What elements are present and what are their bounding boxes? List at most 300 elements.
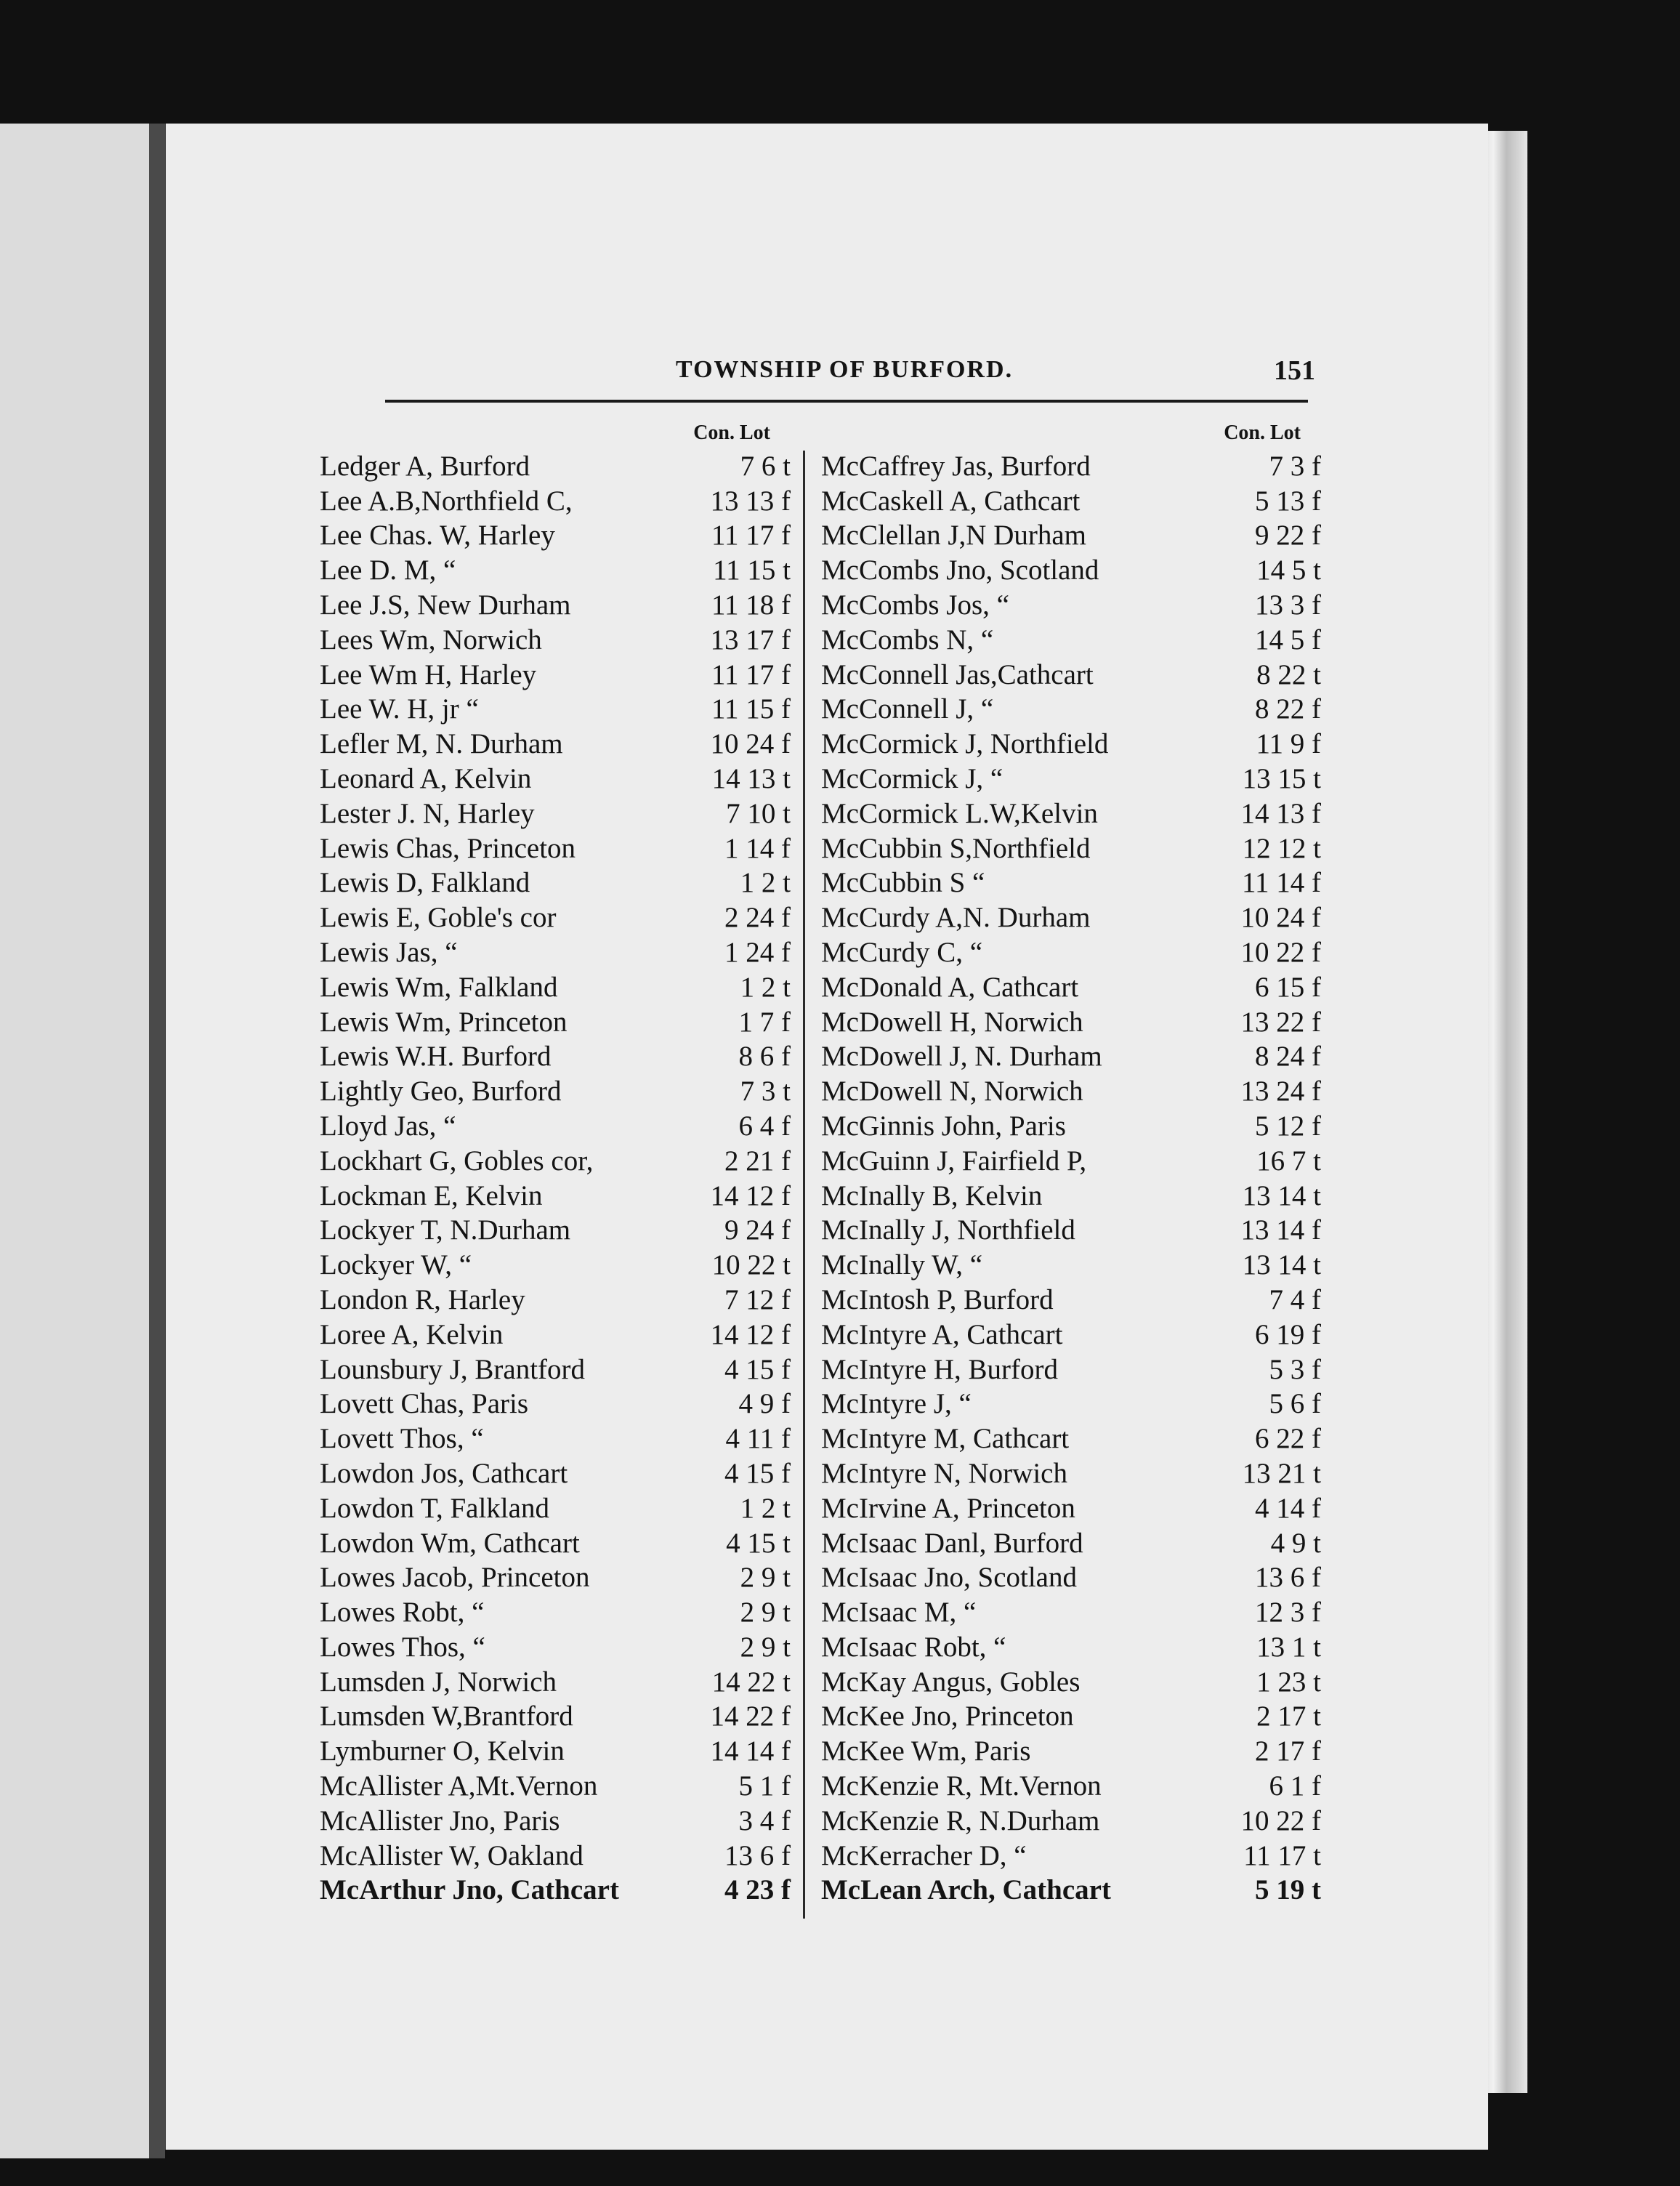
entry-lot: 14 [1276,1492,1305,1524]
entry-lot: 3 [1290,1597,1305,1629]
entry-con-lot [682,1735,792,1767]
entry-con: 5 [1255,1874,1269,1906]
page-title: TOWNSHIP OF BURFORD. [676,356,1014,383]
entry-con: 2 [1256,1701,1271,1733]
entry-con: 13 [1242,1457,1271,1489]
directory-entry [821,1281,1322,1316]
entry-con: 4 [725,1423,740,1455]
directory-entry [821,1560,1322,1594]
entry-name: McKay Angus, Gobles [821,1666,1081,1698]
entry-name: McInally J, Northfield [821,1214,1075,1246]
entry-tenure: f [781,1041,791,1073]
directory-entry [320,1455,792,1490]
entry-lot: 2 [761,1492,776,1524]
entry-lot: 17 [1276,1735,1305,1767]
entry-tenure: f [781,1804,791,1836]
entry-lot: 4 [1290,1283,1305,1315]
entry-con-lot [1212,1457,1322,1490]
entry-con-lot [682,1457,792,1490]
entry-con: 14 [711,1666,740,1698]
entry-tenure: f [1312,1353,1321,1385]
directory-entry [320,899,792,934]
entry-con-lot [1212,519,1322,552]
directory-entry [821,517,1322,552]
column-divider [803,451,805,1919]
entry-con-lot [1212,971,1322,1004]
entry-con: 13 [710,485,739,517]
entry-lot: 24 [746,936,775,968]
entry-con-lot [682,1110,792,1142]
entry-con-lot [682,1492,792,1525]
entry-con-lot [1212,1387,1322,1420]
entry-tenure: t [1313,832,1321,864]
entry-lot: 24 [1276,1076,1305,1108]
directory-entry [320,1073,792,1108]
entry-tenure: t [783,450,791,482]
entry-con: 11 [713,554,740,586]
entry-con-lot [682,1249,792,1281]
entry-con: 2 [1255,1735,1269,1767]
entry-name: Lewis Wm, Princeton [320,1006,568,1038]
entry-name: Lees Wm, Norwich [320,624,542,656]
entry-tenure: f [1312,971,1321,1003]
directory-entry [320,1142,792,1177]
entry-tenure: f [1312,1388,1321,1420]
entry-lot: 18 [746,589,775,621]
entry-lot: 12 [1276,1110,1305,1142]
entry-tenure: f [781,1701,791,1733]
entry-tenure: f [1312,450,1321,482]
entry-tenure: t [1313,1666,1321,1698]
entry-con-lot [1212,1561,1322,1594]
entry-lot: 24 [746,728,775,760]
entry-tenure: f [1312,589,1321,621]
entry-lot: 17 [1277,1701,1307,1733]
entry-tenure: f [1312,693,1321,725]
entry-con-lot [1212,485,1322,517]
entry-con-lot [1212,762,1322,795]
entry-con-lot [1212,866,1322,899]
entry-lot: 14 [746,1735,775,1767]
directory-entry [320,621,792,656]
entry-name: Ledger A, Burford [320,450,530,482]
directory-entry [821,1108,1322,1142]
entry-tenure: f [781,658,791,690]
entry-lot: 13 [747,762,776,794]
directory-entry [821,656,1322,691]
entry-con: 6 [738,1110,753,1142]
entry-con-lot [1212,1075,1322,1108]
entry-lot: 22 [1276,936,1305,968]
entry-con-lot [1212,1110,1322,1142]
entry-con-lot [682,1145,792,1177]
entry-tenure: f [1312,1423,1321,1455]
entry-con-lot [682,658,792,691]
entry-con-lot [1212,1145,1322,1177]
directory-entry [821,1142,1322,1177]
entry-name: McIntyre A, Cathcart [821,1318,1063,1350]
entry-tenure: f [1312,1006,1321,1038]
entry-name: Lefler M, N. Durham [320,728,563,760]
entry-con: 13 [1242,1179,1271,1211]
entry-lot: 22 [747,1249,776,1281]
entry-lot: 9 [1291,1527,1307,1559]
entry-con-lot [1212,1318,1322,1351]
entry-lot: 15 [746,1353,775,1385]
directory-entry [821,1386,1322,1421]
entry-lot: 13 [1276,485,1305,517]
entry-con: 13 [724,1839,753,1871]
directory-entry [821,1212,1322,1247]
entry-name: McClellan J,N Durham [821,520,1087,552]
entry-con-lot [1212,1179,1322,1212]
entry-tenure: t [783,867,791,899]
entry-con-lot [682,1283,792,1316]
entry-lot: 21 [1277,1457,1307,1489]
entry-lot: 6 [1290,1388,1305,1420]
entry-con-lot [1212,1492,1322,1525]
entry-name: Lumsden J, Norwich [320,1666,557,1698]
entry-con: 9 [1255,520,1269,552]
entry-con-lot [682,450,792,483]
directory-entry [320,1316,792,1351]
entry-con: 6 [1255,971,1269,1003]
directory-entry [320,1246,792,1281]
entry-name: Lovett Chas, Paris [320,1388,529,1420]
entry-tenure: f [1312,1076,1321,1108]
entry-lot: 4 [759,1110,775,1142]
entry-name: McKee Jno, Princeton [821,1701,1074,1733]
directory-entry [320,1663,792,1698]
entry-con-lot [1212,1006,1322,1038]
entry-con: 11 [711,693,739,725]
left-column [320,414,792,1906]
directory-entry [320,656,792,691]
directory-entry [821,795,1322,830]
entry-con: 12 [1255,1597,1283,1629]
entry-con-lot [682,624,792,656]
entry-lot: 15 [1276,971,1305,1003]
directory-entry [821,621,1322,656]
entry-con: 13 [1255,1562,1283,1594]
entry-tenure: f [1312,1735,1321,1767]
entry-tenure: t [783,797,791,829]
entry-tenure: t [1313,1701,1321,1733]
entry-con-lot [682,1839,792,1872]
entry-tenure: t [783,1562,791,1594]
entry-con: 1 [740,1492,755,1524]
entry-con-lot [1212,1596,1322,1629]
entry-lot: 12 [1277,832,1307,864]
entry-con-lot [1212,1040,1322,1073]
entry-con-lot [1212,1874,1322,1906]
entry-tenure: t [1313,658,1321,690]
entry-tenure: f [781,1388,791,1420]
entry-name: McIsaac Jno, Scotland [821,1562,1077,1594]
entry-lot: 13 [746,485,775,517]
directory-entry [320,969,792,1004]
entry-name: McGinnis John, Paris [821,1110,1066,1142]
entry-con: 11 [1243,1839,1271,1871]
entry-name: McAllister W, Oakland [320,1839,583,1871]
entry-lot: 22 [1276,693,1305,725]
entry-lot: 6 [759,1839,775,1871]
entry-con: 11 [1256,728,1283,760]
entry-lot: 22 [1276,520,1305,552]
entry-con-lot [1212,1249,1322,1281]
entry-lot: 9 [761,1562,776,1594]
directory-entry [320,1698,792,1733]
entry-name: McCormick J, “ [821,762,1003,794]
entry-name: McKenzie R, N.Durham [821,1804,1100,1836]
directory-entry [821,586,1322,621]
entry-name: Lowdon Wm, Cathcart [320,1527,580,1559]
entry-lot: 14 [1276,867,1305,899]
entry-con: 4 [724,1457,739,1489]
entry-tenure: f [781,1735,791,1767]
entry-lot: 22 [746,1701,775,1733]
entry-name: McIrvine A, Princeton [821,1492,1075,1524]
entry-con: 16 [1256,1145,1285,1177]
directory-entry [821,1420,1322,1455]
entry-con-lot [1212,1666,1322,1698]
entry-con: 10 [710,728,739,760]
directory-entry [821,1872,1322,1907]
entry-con: 10 [1240,936,1269,968]
directory-entry [821,1802,1322,1837]
entry-tenure: f [1312,1597,1321,1629]
directory-entry [320,1872,792,1907]
directory-entry [821,1073,1322,1108]
entry-name: Lowes Jacob, Princeton [320,1562,590,1594]
header-rule [385,400,1308,403]
entry-con: 14 [1255,624,1283,656]
entry-name: McCubbin S,Northfield [821,832,1091,864]
entry-tenure: f [1312,624,1321,656]
entry-lot: 22 [1276,1804,1305,1836]
entry-con: 6 [1255,1423,1269,1455]
entry-name: Loree A, Kelvin [320,1318,504,1350]
entry-con: 10 [1240,902,1269,934]
entry-name: Lymburner O, Kelvin [320,1735,565,1767]
entry-con-lot [1212,1700,1322,1733]
entry-lot: 1 [1291,1631,1307,1663]
entry-tenure: f [781,728,791,760]
directory-entry [821,483,1322,517]
entry-name: McConnell J, “ [821,693,994,725]
entry-con: 1 [1256,1666,1271,1698]
entry-con-lot [682,1387,792,1420]
entry-con-lot [1212,727,1322,760]
entry-con: 14 [711,762,740,794]
entry-con: 14 [710,1318,739,1350]
entry-con-lot [682,832,792,865]
entry-con: 7 [726,797,740,829]
entry-con: 5 [1255,1110,1269,1142]
running-header [320,349,1315,392]
entry-con: 7 [1269,450,1283,482]
entry-tenure: f [1312,936,1321,968]
directory-entry [821,1837,1322,1872]
page-number: 151 [1274,355,1315,386]
entry-name: Lee W. H, jr “ [320,693,479,725]
entry-con-lot [682,901,792,934]
entry-name: Lee A.B,Northfield C, [320,485,573,517]
entry-con-lot [682,519,792,552]
entry-lot: 10 [747,797,776,829]
entry-name: Lee J.S, New Durham [320,589,571,621]
entry-tenure: f [781,1283,791,1315]
entry-name: Lockhart G, Gobles cor, [320,1145,594,1177]
directory-entry [821,1525,1322,1560]
entry-name: McDowell N, Norwich [821,1076,1083,1108]
directory-entry [821,1733,1322,1767]
entry-con: 13 [1240,1076,1269,1108]
directory-entry [320,448,792,483]
entry-tenure: f [781,936,791,968]
entry-con-lot [1212,624,1322,656]
entry-con-lot [682,1040,792,1073]
entry-con: 2 [740,1631,755,1663]
entry-con-lot [682,1214,792,1246]
entry-name: McIsaac M, “ [821,1597,977,1629]
entry-lot: 17 [746,658,775,690]
entry-name: London R, Harley [320,1283,525,1315]
entry-lot: 1 [759,1770,775,1802]
entry-con-lot [1212,658,1322,691]
entry-lot: 9 [761,1597,776,1629]
entry-con: 4 [724,1874,739,1906]
entry-name: Lee Chas. W, Harley [320,520,555,552]
left-column-header [320,414,792,448]
entry-tenure: f [781,589,791,621]
directory-entry [821,830,1322,865]
entry-con-lot [682,1631,792,1663]
entry-con: 14 [710,1179,739,1211]
entry-name: Leonard A, Kelvin [320,762,532,794]
directory-entry [320,1420,792,1455]
entry-lot: 15 [747,554,776,586]
entry-con: 8 [738,1041,753,1073]
entry-name: McInally W, “ [821,1249,983,1281]
entry-tenure: t [1313,1527,1321,1559]
entry-tenure: t [1312,1874,1321,1906]
entry-con: 13 [710,624,739,656]
entry-con-lot [682,1353,792,1386]
entry-name: McDowell J, N. Durham [821,1041,1102,1073]
entry-name: Lowes Thos, “ [320,1631,485,1663]
entry-tenure: f [781,693,791,725]
con-lot-label: Con. Lot [1224,422,1301,444]
entry-con: 14 [710,1701,739,1733]
entry-lot: 3 [1290,1353,1305,1385]
entry-name: Lowdon Jos, Cathcart [320,1457,568,1489]
entry-tenure: f [1312,867,1321,899]
entry-con-lot [682,762,792,795]
entry-con-lot [1212,1353,1322,1386]
entry-con-lot [1212,901,1322,934]
entry-con-lot [682,727,792,760]
entry-name: Lewis E, Goble's cor [320,902,557,934]
entry-lot: 21 [746,1145,775,1177]
entry-name: McCurdy A,N. Durham [821,902,1091,934]
entry-con: 5 [1269,1353,1283,1385]
book-gutter [149,124,165,2158]
directory-entry [821,865,1322,900]
entry-con: 4 [1270,1527,1285,1559]
entry-tenure: f [781,1770,791,1802]
entry-tenure: t [1313,1179,1321,1211]
entry-con-lot [1212,1283,1322,1316]
entry-lot: 24 [746,1214,775,1246]
entry-tenure: f [1312,485,1321,517]
entry-tenure: t [783,1492,791,1524]
entry-name: Lounsbury J, Brantford [320,1353,586,1385]
entry-con: 11 [711,589,739,621]
entry-lot: 23 [746,1874,775,1906]
entry-con: 12 [1242,832,1271,864]
entry-lot: 15 [746,1457,775,1489]
entry-lot: 23 [1277,1666,1307,1698]
entry-con: 4 [724,1353,739,1385]
entry-con-lot [682,936,792,969]
entry-con: 7 [724,1283,739,1315]
entry-tenure: f [781,832,791,864]
directory-entry [821,1351,1322,1386]
right-column-header [821,414,1322,448]
entry-tenure: f [781,1214,791,1246]
entry-name: Lewis W.H. Burford [320,1041,552,1073]
entry-con: 4 [726,1527,740,1559]
entry-con: 13 [1240,1006,1269,1038]
directory-entry [821,1629,1322,1663]
entry-tenure: f [781,1006,791,1038]
entry-con: 2 [740,1597,755,1629]
entry-con-lot [1212,589,1322,621]
entry-tenure: f [1312,1318,1321,1350]
entry-con: 14 [1240,797,1269,829]
entry-lot: 5 [1291,554,1307,586]
entry-name: McCombs Jos, “ [821,589,1009,621]
entry-con: 7 [1269,1283,1283,1315]
entry-con: 1 [724,936,739,968]
directory-entry [821,1004,1322,1038]
entry-name: McCubbin S “ [821,867,985,899]
entry-lot: 1 [1290,1770,1305,1802]
entry-con-lot [682,554,792,586]
directory-entry [320,1386,792,1421]
directory-entry [821,899,1322,934]
entry-con-lot [1212,1735,1322,1767]
directory-entry [320,760,792,795]
entry-tenure: f [781,1318,791,1350]
entry-con: 13 [1240,1214,1269,1246]
entry-con-lot [1212,1631,1322,1663]
page-content [320,349,1321,1906]
entry-tenure: f [1312,1492,1321,1524]
entry-tenure: f [1312,728,1321,760]
entry-tenure: f [781,1353,791,1385]
directory-entry [821,934,1322,969]
directory-entry [320,830,792,865]
directory-entry [320,795,792,830]
entry-lot: 4 [759,1804,775,1836]
entry-tenure: f [781,1145,791,1177]
entry-tenure: f [1312,797,1321,829]
entry-name: McAllister A,Mt.Vernon [320,1770,598,1802]
entry-tenure: f [781,1423,791,1455]
entry-lot: 12 [746,1318,775,1350]
